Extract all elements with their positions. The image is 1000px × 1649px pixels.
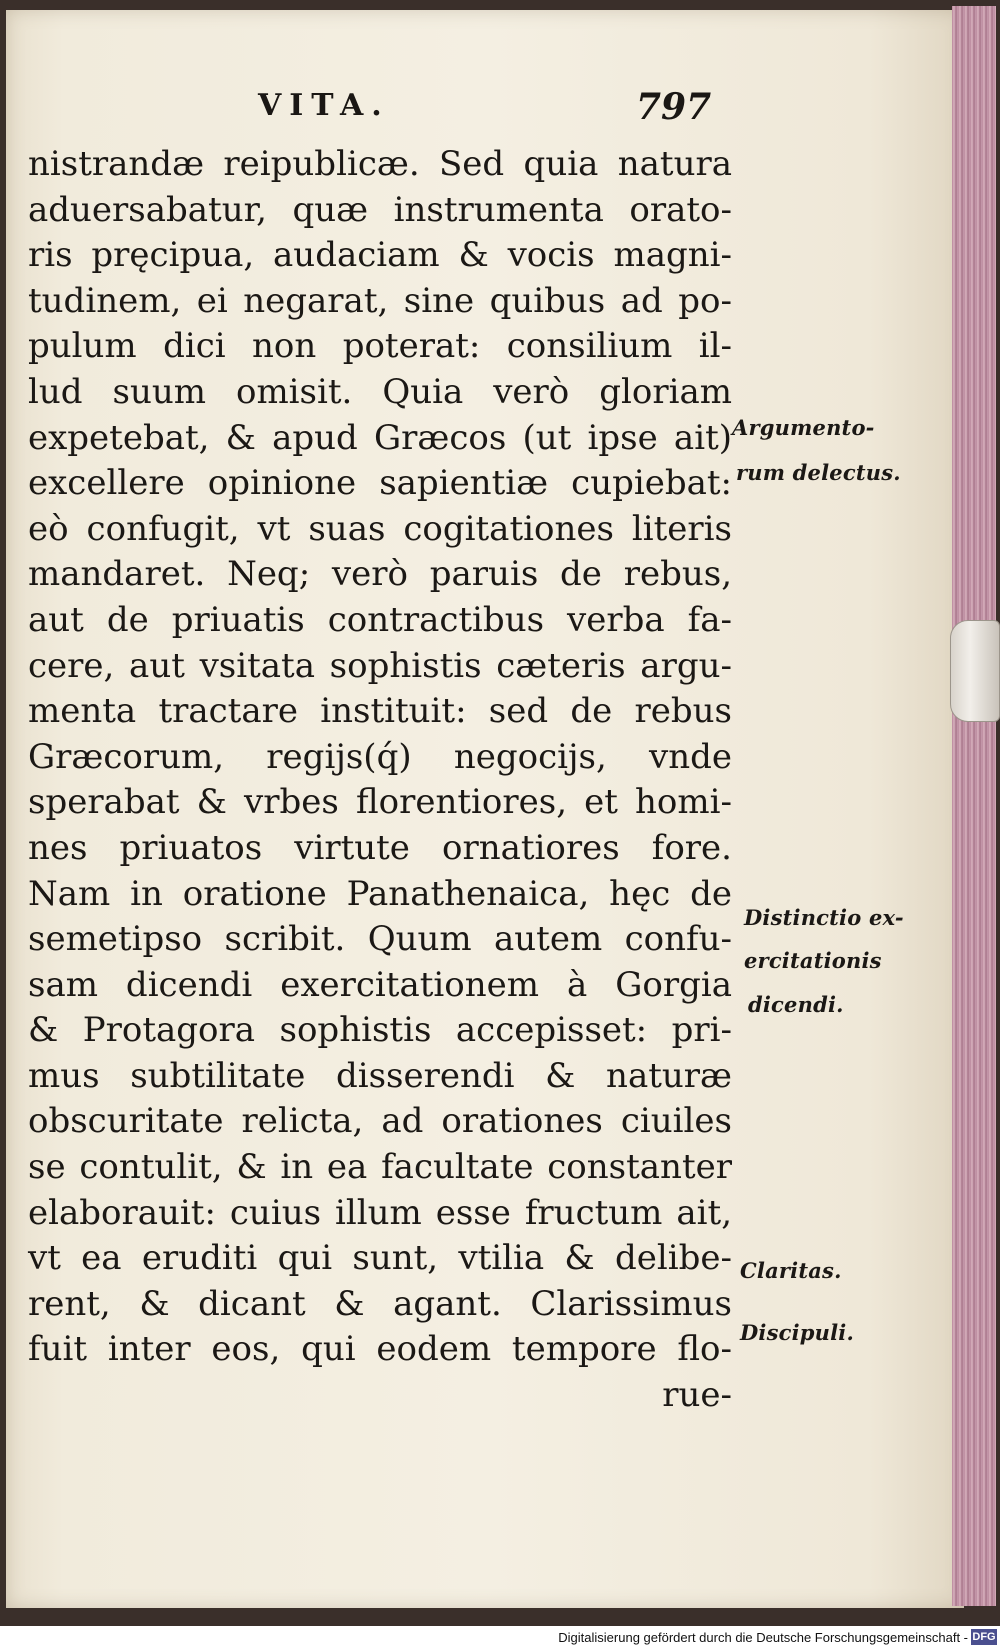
text-line: rent, & dicant & agant. Clarissimus xyxy=(28,1283,732,1324)
page-edges xyxy=(952,6,996,1606)
body-text xyxy=(28,142,732,1419)
text-line: sam dicendi exercitationem à Gorgia xyxy=(28,964,732,1005)
text-line: semetipso scribit. Quum autem confu- xyxy=(28,919,732,960)
margin-note-distinctio: dicendi. xyxy=(748,992,844,1017)
margin-note-distinctio: Distinctio ex- xyxy=(744,905,904,930)
text-line: fuit inter eos, qui eodem tempore flo- xyxy=(28,1329,732,1370)
margin-note-argumentorum: Argumento- xyxy=(732,415,875,440)
text-line: pulum dici non poterat: consilium il- xyxy=(28,326,732,367)
footer-bar xyxy=(0,1626,1000,1649)
page-header xyxy=(6,88,964,138)
text-line: lud suum omisit. Quia verò gloriam xyxy=(28,371,732,412)
text-line: & Protagora sophistis accepisset: pri- xyxy=(28,1010,732,1051)
text-line: aut de priuatis contractibus verba fa- xyxy=(28,599,732,640)
margin-note-claritas: Claritas. xyxy=(740,1258,842,1283)
text-line: se contulit, & in ea facultate constanter xyxy=(28,1147,732,1188)
text-line: eò confugit, vt suas cogitationes literis xyxy=(28,508,732,549)
clasp-icon xyxy=(950,620,1000,722)
text-line: expetebat, & apud Græcos (ut ipse ait) xyxy=(28,417,732,458)
margin-note-discipuli: Discipuli. xyxy=(740,1320,854,1345)
dfg-logo-icon: DFG xyxy=(972,1631,996,1643)
text-line: vt ea eruditi qui sunt, vtilia & delibe- xyxy=(28,1238,732,1279)
text-line: nistrandæ reipublicæ. Sed quia natura xyxy=(28,144,732,184)
running-head: VITA. xyxy=(258,88,390,123)
text-line: mandaret. Neq; verò paruis de rebus, xyxy=(28,554,732,595)
text-line: ris pręcipua, audaciam & vocis magni- xyxy=(28,235,732,276)
catchword: rue- xyxy=(662,1375,732,1416)
text-line: cere, aut vsitata sophistis cæteris argu- xyxy=(28,645,732,686)
text-line: sperabat & vrbes florentiores, et homi- xyxy=(28,782,732,823)
margin-note-distinctio: ercitationis xyxy=(744,948,882,973)
text-line: elaborauit: cuius illum esse fructum ait, xyxy=(28,1192,732,1233)
footer-credit: Digitalisierung gefördert durch die Deutsche Forschungsgemeinschaft - xyxy=(558,1630,968,1645)
text-line: excellere opinione sapientiæ cupiebat: xyxy=(28,463,732,504)
margin-note-argumentorum: rum delectus. xyxy=(736,460,901,485)
text-line: obscuritate relicta, ad orationes ciuiles xyxy=(28,1101,732,1142)
text-line: aduersabatur, quæ instrumenta orato- xyxy=(28,189,732,230)
text-line: Nam in oratione Panathenaica, hęc de xyxy=(28,873,732,914)
text-line: nes priuatos virtute ornatiores fore. xyxy=(28,827,732,868)
book-page xyxy=(6,10,964,1608)
text-line: tudinem, ei negarat, sine quibus ad po- xyxy=(28,280,732,321)
page-number: 797 xyxy=(636,86,712,128)
text-line: Græcorum, regijs(q́) negocijs, vnde xyxy=(28,736,732,777)
text-line: menta tractare instituit: sed de rebus xyxy=(28,691,732,732)
text-line: mus subtilitate disserendi & naturæ xyxy=(28,1055,732,1096)
